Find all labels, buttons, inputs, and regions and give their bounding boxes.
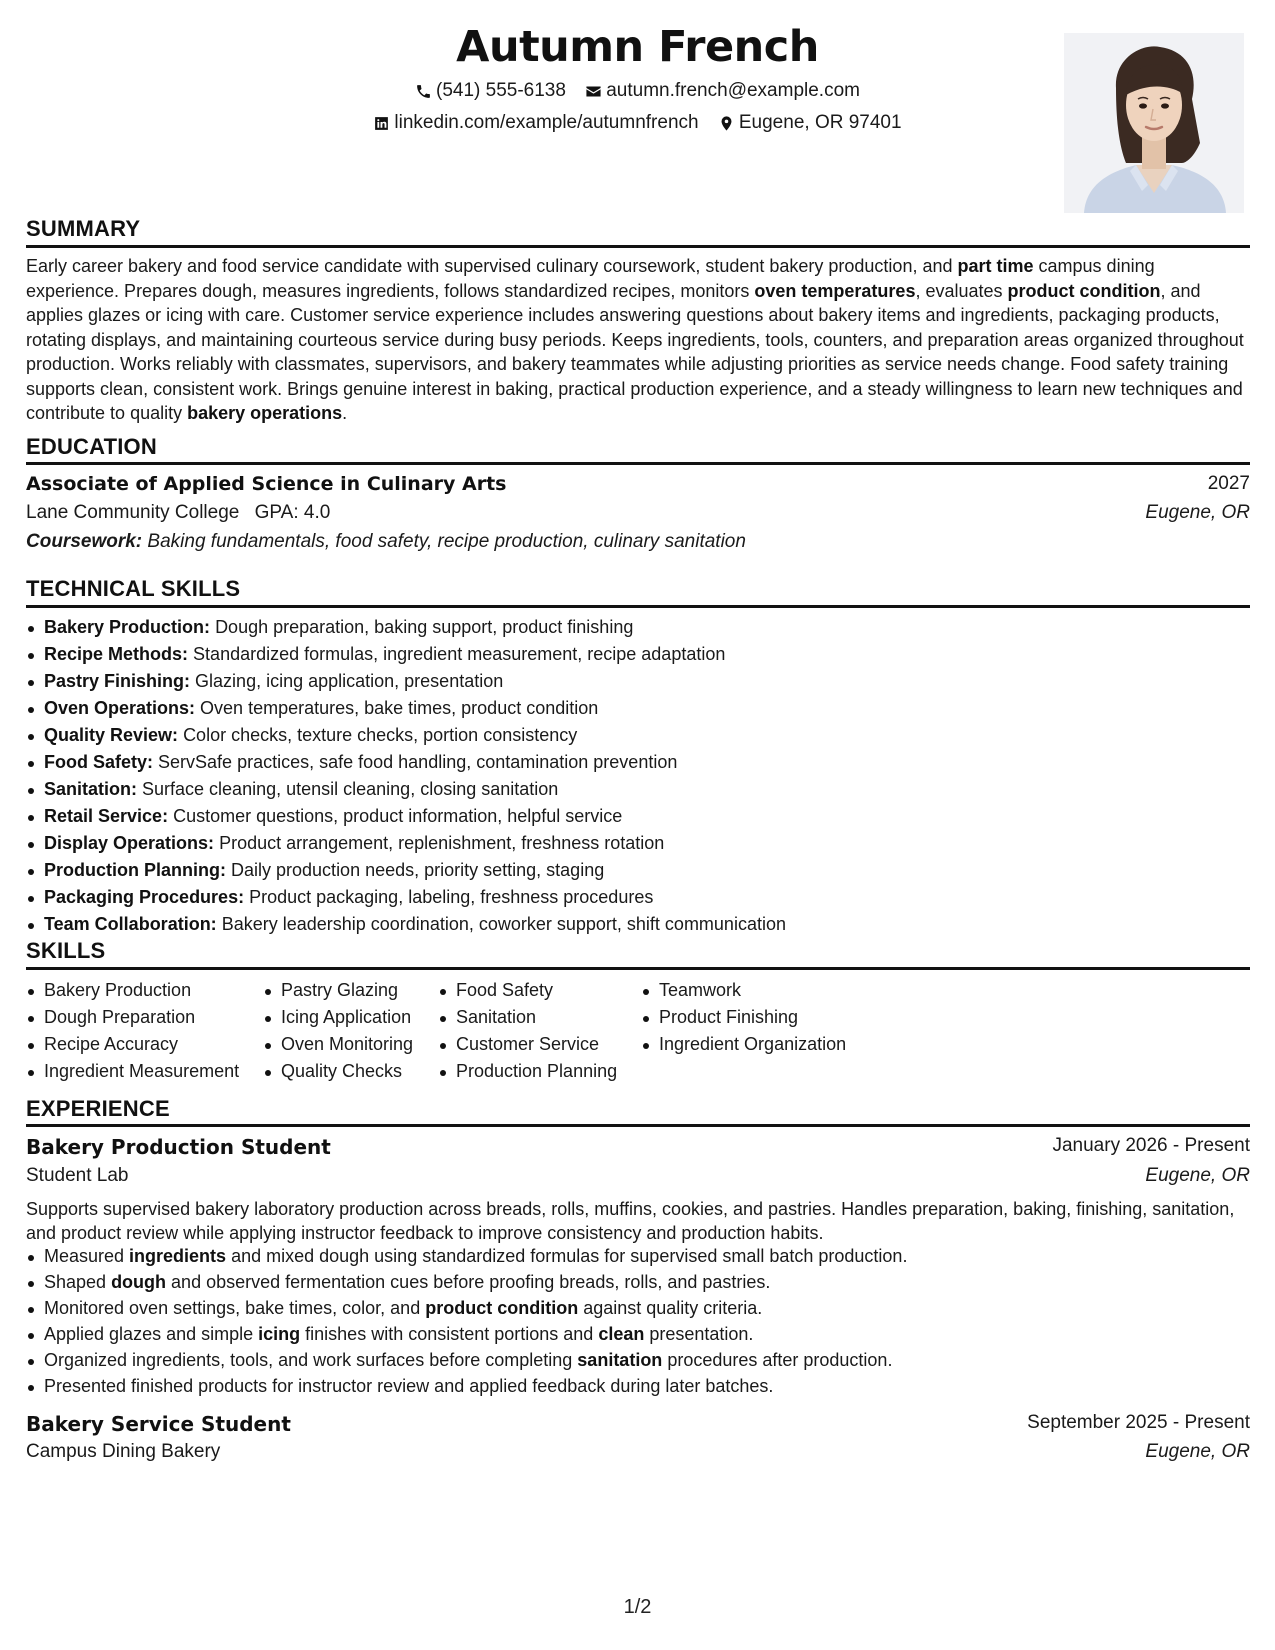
technical-skill-text: Product packaging, labeling, freshness procedures — [249, 887, 654, 907]
technical-skill-text: ServSafe practices, safe food handling, contamination prevention — [158, 752, 678, 772]
summary-text — [26, 254, 1252, 426]
skill-item: Ingredient Measurement — [26, 1058, 239, 1085]
text-run: , evaluates — [915, 280, 1008, 301]
school-info — [26, 502, 330, 524]
education-divider — [26, 462, 1250, 465]
technical-skill-item — [26, 641, 786, 668]
skills-heading: SKILLS — [26, 938, 106, 963]
technical-skill-label: Oven Operations: — [44, 698, 196, 718]
bold-keyword: clean — [598, 1324, 645, 1344]
school-location: Eugene, OR — [1145, 502, 1250, 523]
phone-text: (541) 555-6138 — [436, 80, 566, 101]
skill-item: Production Planning — [438, 1058, 617, 1085]
job-2-dates: September 2025 - Present — [1027, 1412, 1250, 1433]
text-run: presentation. — [644, 1324, 754, 1344]
technical-skill-label: Recipe Methods: — [44, 644, 189, 664]
profile-photo-illustration — [1064, 33, 1244, 213]
job-bullet — [26, 1243, 907, 1269]
technical-skill-text: Bakery leadership coordination, coworker support, shift communication — [221, 914, 786, 934]
text-run: and observed fermentation cues before proofing breads, rolls, and pastries. — [166, 1272, 771, 1292]
coursework-text: Baking fundamentals, food safety, recipe production, culinary sanitation — [147, 531, 746, 552]
email-text: autumn.french@example.com — [606, 80, 860, 101]
job-bullet — [26, 1295, 907, 1321]
skill-item: Ingredient Organization — [641, 1031, 846, 1058]
technical-skill-label: Sanitation: — [44, 779, 137, 799]
technical-skills-divider — [26, 605, 1250, 608]
profile-photo — [1064, 33, 1244, 213]
technical-skill-label: Display Operations: — [44, 833, 215, 853]
text-run: . — [342, 403, 348, 423]
job-1-dates: January 2026 - Present — [1052, 1135, 1250, 1156]
skill-item: Pastry Glazing — [263, 977, 413, 1004]
text-run: against quality criteria. — [578, 1298, 763, 1318]
technical-skill-label: Food Safety: — [44, 752, 154, 772]
graduation-year: 2027 — [1207, 473, 1250, 494]
coursework-label: Coursework: — [26, 531, 143, 552]
job-bullet — [26, 1373, 907, 1399]
technical-skills-heading: TECHNICAL SKILLS — [26, 576, 241, 601]
text-run: Measured — [44, 1246, 130, 1266]
degree-title: Associate of Applied Science in Culinary Arts — [26, 473, 507, 495]
text-run: Applied glazes and simple — [44, 1324, 259, 1344]
technical-skill-text: Customer questions, product information, helpful service — [173, 806, 623, 826]
technical-skill-text: Glazing, icing application, presentation — [195, 671, 504, 691]
location-text: Eugene, OR 97401 — [738, 112, 902, 133]
text-run: , and applies glazes or icing with care. Customer service experience includes answering questions about bakery items and ingredients, packaging products, rotating displays, and maintaining courteous service during busy periods. Keeps ingredients, tools, counters, and preparation areas organized throughout production. Works reliably with classmates, supervisors, and bakery teammates while adjusting priorities as service needs change. Food safety training supports clean, consistent work. Brings genuine interest in baking, practical production experience, and a steady willingness to learn new techniques and contribute to quality — [26, 280, 1244, 423]
technical-skill-item — [26, 803, 786, 830]
skills-column-2 — [263, 977, 413, 1085]
technical-skill-text: Daily production needs, priority setting, staging — [231, 860, 605, 880]
skills-column-3 — [438, 977, 617, 1085]
skills-divider — [26, 967, 1250, 970]
job-bullet — [26, 1269, 907, 1295]
skill-item: Sanitation — [438, 1004, 617, 1031]
job-1-location: Eugene, OR — [1145, 1165, 1250, 1186]
job-1-org: Student Lab — [26, 1165, 129, 1186]
page-number: 1/2 — [623, 1596, 652, 1618]
skill-item: Recipe Accuracy — [26, 1031, 239, 1058]
envelope-icon — [585, 83, 602, 100]
technical-skill-label: Packaging Procedures: — [44, 887, 245, 907]
skill-item: Customer Service — [438, 1031, 617, 1058]
skills-column-1 — [26, 977, 239, 1085]
bold-keyword: product condition — [425, 1298, 579, 1318]
skills-column-4 — [641, 977, 846, 1058]
text-run: campus dining experience. Prepares dough, measures ingredients, follows standardized recipes, monitors — [26, 256, 1155, 301]
technical-skill-label: Production Planning: — [44, 860, 226, 880]
text-run: Shaped — [44, 1272, 112, 1292]
bold-keyword: oven temperatures — [754, 280, 916, 301]
skill-item: Oven Monitoring — [263, 1031, 413, 1058]
technical-skill-item — [26, 911, 786, 938]
text-run: and mixed dough using standardized formulas for supervised small batch production. — [226, 1246, 908, 1266]
skill-item: Product Finishing — [641, 1004, 846, 1031]
job-2-org: Campus Dining Bakery — [26, 1441, 221, 1462]
technical-skill-label: Quality Review: — [44, 725, 179, 745]
experience-divider — [26, 1124, 1250, 1127]
text-run: procedures after production. — [662, 1350, 893, 1370]
text-run: Presented finished products for instructor review and applied feedback during later batches. — [44, 1376, 774, 1396]
technical-skill-label: Bakery Production: — [44, 617, 211, 637]
job-1-role: Bakery Production Student — [26, 1135, 331, 1159]
technical-skill-item — [26, 776, 786, 803]
linkedin-contact[interactable] — [373, 112, 698, 134]
text-run: Monitored oven settings, bake times, color, and — [44, 1298, 426, 1318]
technical-skills-list — [26, 614, 786, 938]
bold-keyword: ingredients — [129, 1246, 227, 1266]
linkedin-icon — [373, 115, 390, 132]
job-bullet — [26, 1347, 907, 1373]
email-contact[interactable] — [585, 80, 860, 102]
gpa: GPA: 4.0 — [254, 502, 331, 523]
text-run: Early career bakery and food service candidate with supervised culinary coursework, student bakery production, and — [26, 256, 958, 276]
summary-divider — [26, 245, 1250, 248]
skill-item: Teamwork — [641, 977, 846, 1004]
technical-skill-item — [26, 722, 786, 749]
technical-skill-text: Oven temperatures, bake times, product condition — [200, 698, 599, 718]
linkedin-text: linkedin.com/example/autumnfrench — [394, 112, 699, 133]
technical-skill-item — [26, 614, 786, 641]
technical-skill-item — [26, 884, 786, 911]
job-bullet — [26, 1321, 907, 1347]
candidate-name: Autumn French — [456, 22, 819, 72]
school-name: Lane Community College — [26, 502, 240, 523]
summary-heading: SUMMARY — [26, 216, 141, 241]
job-2-role: Bakery Service Student — [26, 1412, 291, 1436]
education-heading: EDUCATION — [26, 434, 157, 459]
technical-skill-text: Product arrangement, replenishment, freshness rotation — [219, 833, 665, 853]
bold-keyword: icing — [258, 1324, 301, 1344]
bold-keyword: product condition — [1007, 280, 1161, 301]
text-run: Organized ingredients, tools, and work surfaces before completing — [44, 1350, 578, 1370]
phone-contact[interactable] — [415, 80, 566, 102]
skill-item: Icing Application — [263, 1004, 413, 1031]
skill-item: Dough Preparation — [26, 1004, 239, 1031]
technical-skill-text: Standardized formulas, ingredient measurement, recipe adaptation — [193, 644, 726, 664]
bold-keyword: part time — [957, 256, 1034, 276]
technical-skill-item — [26, 830, 786, 857]
job-1-bullets — [26, 1243, 907, 1399]
technical-skill-label: Retail Service: — [44, 806, 169, 826]
location-contact — [718, 112, 902, 134]
bold-keyword: sanitation — [577, 1350, 663, 1370]
job-2-location: Eugene, OR — [1145, 1441, 1250, 1462]
job-1-description: Supports supervised bakery laboratory production across breads, rolls, muffins, cookies, and pastries. Handles preparation, baking, finishing, sanitation, and product review while applying instructor feedback to improve consistency and production habits. — [26, 1199, 1235, 1243]
map-pin-icon — [718, 115, 735, 132]
technical-skill-label: Pastry Finishing: — [44, 671, 191, 691]
experience-heading: EXPERIENCE — [26, 1096, 170, 1121]
technical-skill-item — [26, 695, 786, 722]
bold-keyword: bakery operations — [187, 403, 343, 423]
phone-icon — [415, 83, 432, 100]
technical-skill-text: Color checks, texture checks, portion consistency — [183, 725, 578, 745]
technical-skill-text: Dough preparation, baking support, product finishing — [215, 617, 634, 637]
technical-skill-text: Surface cleaning, utensil cleaning, closing sanitation — [142, 779, 559, 799]
bold-keyword: dough — [111, 1272, 167, 1292]
technical-skill-item — [26, 857, 786, 884]
skill-item: Quality Checks — [263, 1058, 413, 1085]
technical-skill-item — [26, 749, 786, 776]
text-run: finishes with consistent portions and — [300, 1324, 599, 1344]
skill-item: Food Safety — [438, 977, 617, 1004]
skill-item: Bakery Production — [26, 977, 239, 1004]
technical-skill-label: Team Collaboration: — [44, 914, 217, 934]
technical-skill-item — [26, 668, 786, 695]
